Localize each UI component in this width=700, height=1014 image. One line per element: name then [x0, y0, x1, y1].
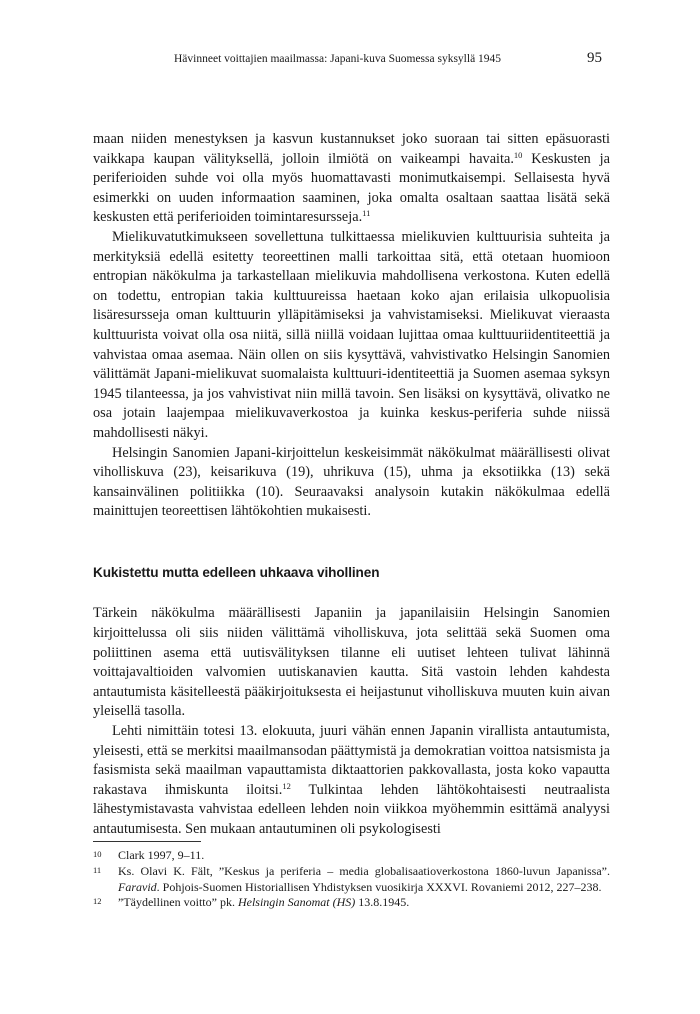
italic-text: Faravid	[118, 879, 157, 894]
paragraph	[93, 722, 610, 840]
text-run: 13.8.1945.	[355, 895, 410, 910]
italic-text: Helsingin Sanomat (HS)	[237, 895, 356, 910]
footnote	[93, 895, 610, 911]
text-run: Helsingin Sanomien Japani-kirjoittelun keskeisimmät näkökulmat määrällisesti olivat viholliskuva (23), keisarikuva (19), uhrikuva (15), uhma ja eksotiikka (13) sekä kansainvälinen politiikka (10). Seuraavaksi analysoin kutakin näkökulmaa edellä mainittujen teoreettisen lähtökohtien mukaisesti.	[93, 444, 610, 520]
text-run: Clark 1997, 9–11.	[118, 848, 205, 862]
footnote-number: 12	[93, 896, 102, 907]
main-text	[93, 130, 610, 840]
paragraph	[93, 444, 610, 522]
footnotes	[93, 841, 610, 911]
footnote	[93, 848, 610, 864]
text-run: Keskusten ja periferioiden suhde voi olla myös huomattavasti monimutkaisempi. Sellaisesta hyvä esimerkki on uuden informaation saaminen, joka omalta osaltaan saattaa lisätä sekä keskusten että periferioiden toimintaresursseja.	[93, 150, 610, 226]
footnote	[93, 864, 610, 896]
footnote-number: 11	[93, 864, 102, 875]
footnote-divider	[93, 841, 201, 842]
running-header	[0, 50, 700, 71]
running-head-title: Hävinneet voittajien maailmassa: Japani-kuva Suomessa syksyllä 1945	[174, 53, 502, 65]
text-run: Ks. Olavi K. Fält, ”Keskus ja periferia – media globalisaatioverkostona 1860-luvun Japanissa”.	[118, 863, 610, 878]
text-run: . Pohjois-Suomen Historiallisen Yhdistyksen vuosikirja XXXVI. Rovaniemi 2012, 227–238.	[156, 879, 602, 894]
paragraph	[93, 228, 610, 444]
text-run: Mielikuvatutkimukseen sovellettuna tulkittaessa mielikuvien kulttuurisia suhteita ja merkityksiä edellä esitetty teoreettinen malli tarkoittaa sitä, että otetaan huomioon entropian näkökulma ja tarkastellaan mielikuvia mahdollisena verkostona. Kuten edellä on todettu, entropian takia kulttuureissa haetaan koko ajan erilaisia ulkopuolisia lisäresursseja oman kulttuurin ylläpitämiseksi ja vahvistamiseksi. Mielikuvat vieraasta kulttuurista voivat olla osa niitä, sillä niillä voidaan lujittaa omaa kulttuuriidentiteettiä ja vahvistaa omaa asemaa. Näin ollen on siis kysyttävä, vahvistivatko Helsingin Sanomien välittämät Japani-mielikuvat suomalaista kulttuuri-identiteettiä ja Suomen asemaa syksyn 1945 tilanteessa, ja jos vahvistivat niin millä tavoin. Sen lisäksi on kysyttävä, olivatko ne osa jotain laajempaa mielikuvaverkostoa ja kuinka keskus-periferia suhde niissä mahdollisesti näkyi.	[93, 228, 610, 441]
footnote-reference: 10	[513, 149, 523, 160]
footnote-reference: 11	[362, 208, 371, 219]
footnote-number: 10	[93, 849, 102, 859]
page-number: 95	[587, 50, 602, 66]
paragraph	[93, 604, 610, 722]
text-run: Tulkintaa lehden lähtökohtaisesti neutraalista lähestymistavasta vahvistaa edelleen lehden noin viikkoa myöhemmin esittämä analyysi antautumisesta. Sen mukaan antautuminen oli psykologisesti	[93, 781, 610, 837]
section-heading: Kukistettu mutta edelleen uhkaava vihollinen	[93, 564, 380, 580]
text-run: ”Täydellinen voitto” pk.	[118, 895, 238, 910]
paragraph	[93, 130, 610, 228]
text-run: Tärkein näkökulma määrällisesti Japaniin ja japanilaisiin Helsingin Sanomien kirjoittelussa oli siis niiden välittämä viholliskuva, jota selittää sekä Suomen oma poliittinen asema että uutisvälityksen tilanne eli uutiset lehteen tulivat lähinnä voittajavaltioiden valvomien uutiskanavien kautta. Sitä vastoin lehden kahdesta antautumista käsitelleestä pääkirjoituksesta ei heijastunut viholliskuva muuten kuin aivan yleisellä tasolla.	[93, 605, 610, 720]
text-run: maan niiden menestyksen ja kasvun kustannukset joko suoraan tai sitten epäsuorasti vaikkapa kaupan välityksellä, jolloin ilmiötä on vaikeampi havaita.	[93, 131, 610, 167]
footnote-reference: 12	[282, 780, 291, 791]
text-run: Lehti nimittäin totesi 13. elokuuta, juuri vähän ennen Japanin virallista antautumista, yleisesti, että se merkitsi maailmansodan päättymistä ja demokratian voittoa natsismista ja fasismista sekä maailman vapauttamista diktaattorien pakkovallasta, josta koko vapautta rakastava ihmiskunta iloitsi.	[93, 723, 610, 798]
